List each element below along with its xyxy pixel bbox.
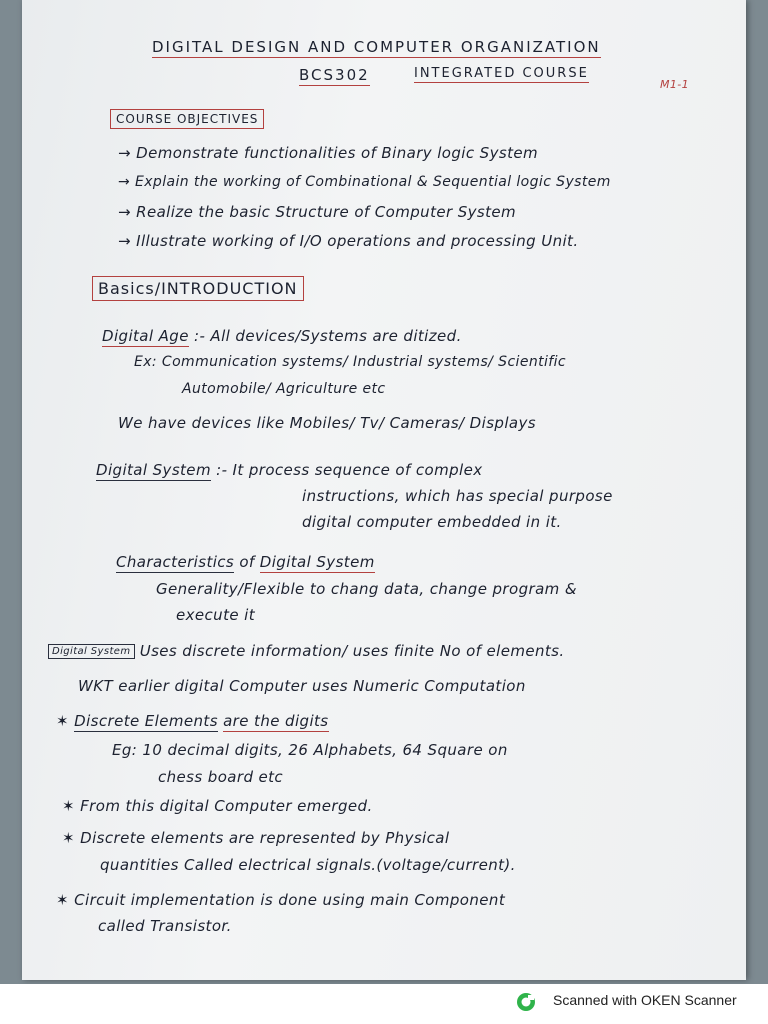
characteristic-line: execute it <box>176 606 256 624</box>
objective-item: → Illustrate working of I/O operations and processing Unit. <box>118 232 579 250</box>
page-title <box>152 38 601 56</box>
bullet-item <box>62 829 449 847</box>
bullet-discrete-elements <box>56 712 329 730</box>
course-code <box>299 66 370 84</box>
characteristic-text: Uses discrete information/ uses finite No of elements. <box>139 642 565 660</box>
bullet-continuation: quantities Called electrical signals.(voltage/current). <box>100 856 516 874</box>
example-line: Automobile/ Agriculture etc <box>182 381 386 397</box>
objective-item: → Realize the basic Structure of Computer System <box>118 203 517 221</box>
objectives-heading-text: COURSE OBJECTIVES <box>110 109 264 129</box>
asterisk-icon: ✶ <box>62 829 81 847</box>
digital-age-term: Digital Age <box>102 327 189 345</box>
digital-system-line: digital computer embedded in it. <box>302 513 562 531</box>
digital-age-line <box>102 327 462 345</box>
characteristics-heading-part2: Digital System <box>259 553 375 571</box>
characteristic-line: WKT earlier digital Computer uses Numeric Computation <box>78 677 526 695</box>
course-type-text: INTEGRATED COURSE <box>414 66 589 81</box>
digital-system-term: Digital System <box>96 461 211 479</box>
digital-system-text: :- It process sequence of complex <box>216 461 483 479</box>
course-code-text: BCS302 <box>299 66 370 84</box>
course-type <box>414 66 589 81</box>
characteristics-heading <box>116 553 375 571</box>
digital-system-line <box>96 461 482 479</box>
objectives-heading <box>110 112 264 126</box>
bullet-example-line: Eg: 10 decimal digits, 26 Alphabets, 64 Square on <box>112 741 508 759</box>
bullet-example-line: chess board etc <box>158 768 284 786</box>
notebook-page <box>22 0 746 980</box>
bullet-text: Discrete elements are represented by Physical <box>80 829 450 847</box>
intro-heading <box>92 279 304 298</box>
asterisk-icon: ✶ <box>62 797 81 815</box>
asterisk-icon: ✶ <box>56 712 75 730</box>
digital-age-text: :- All devices/Systems are ditized. <box>194 327 462 345</box>
characteristic-line <box>48 642 565 660</box>
oken-scanner-logo-icon <box>516 992 536 1012</box>
page-title-text: DIGITAL DESIGN AND COMPUTER ORGANIZATION <box>152 38 601 56</box>
bullet-continuation: called Transistor. <box>98 917 232 935</box>
bullet-item <box>56 891 505 909</box>
module-label: M1-1 <box>660 78 690 91</box>
characteristics-heading-of: of <box>239 553 255 571</box>
asterisk-icon: ✶ <box>56 891 75 909</box>
bullet-text-part1: Discrete Elements <box>74 712 218 730</box>
bullet-text-part2: are the digits <box>223 712 329 730</box>
bullet-text: Circuit implementation is done using main Component <box>74 891 506 909</box>
digital-system-line: instructions, which has special purpose <box>302 487 613 505</box>
characteristics-heading-part1: Characteristics <box>116 553 235 571</box>
boxed-term: Digital System <box>48 644 135 659</box>
scanner-watermark-text: Scanned with OKEN Scanner <box>553 992 737 1008</box>
bullet-text: From this digital Computer emerged. <box>80 797 373 815</box>
intro-heading-text: Basics/INTRODUCTION <box>92 276 304 301</box>
bullet-item <box>62 797 373 815</box>
characteristic-line: Generality/Flexible to chang data, change program & <box>156 580 577 598</box>
devices-line: We have devices like Mobiles/ Tv/ Cameras/ Displays <box>118 414 536 432</box>
objective-item: → Explain the working of Combinational & Sequential logic System <box>118 174 611 190</box>
example-line: Ex: Communication systems/ Industrial systems/ Scientific <box>134 354 567 370</box>
objective-item: → Demonstrate functionalities of Binary logic System <box>118 144 538 162</box>
